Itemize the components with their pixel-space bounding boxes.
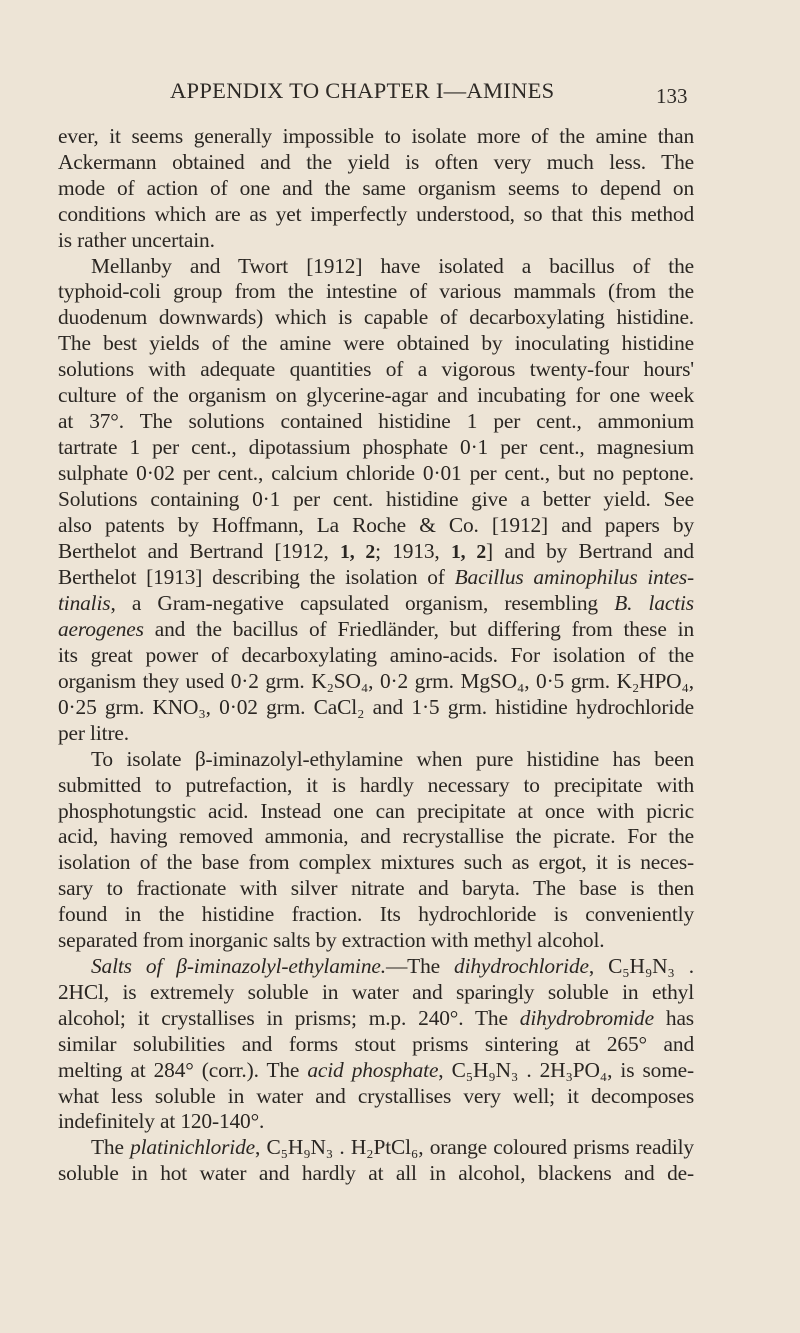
text-line [58, 565, 694, 591]
text-line: 0·25 grm. KNO₃, 0·02 grm. CaCl₂ and 1·5 grm. histidine hydrochloride [58, 694, 694, 719]
chemical-formula: , C₅H₉N₃ . [588, 954, 694, 978]
text-line [58, 1006, 694, 1032]
text-line: Ackermann obtained and the yield is often very much less. The [58, 149, 694, 174]
text-span: , a Gram-negative capsulated organism, resembling [110, 591, 615, 616]
text-span: ; 1913, [375, 538, 451, 563]
citation-ref: 1, 2 [340, 540, 376, 563]
text-line: Mellanby and Twort [1912] have isolated a bacillus of the [91, 253, 694, 278]
text-line: tartrate 1 per cent., dipotassium phosphate 0·1 per cent., magnesium [58, 434, 694, 459]
text-line: isolation of the base from complex mixtures such as ergot, it is neces- [58, 850, 694, 875]
text-line [58, 1135, 694, 1161]
text-line: found in the histidine fraction. Its hydrochloride is conveniently [58, 902, 694, 927]
text-span: Berthelot [1913] describing the isolation of [58, 565, 455, 590]
text-line: similar solubilities and forms stout prisms sintering at 265° and [58, 1031, 694, 1056]
text-span: alcohol; it crystallises in prisms; m.p. 240°. [58, 1005, 464, 1030]
body-text [58, 124, 694, 1187]
text-line: is rather uncertain. [58, 227, 215, 252]
section-heading: Salts of β-iminazolyl-ethylamine. [91, 954, 386, 978]
text-line: duodenum downwards) which is capable of decarboxylating histidine. [58, 305, 694, 330]
compound-name: dihydrobromide [519, 1005, 654, 1030]
text-line [58, 1058, 694, 1084]
text-span: Berthelot and Bertrand [1912, [58, 538, 341, 563]
chemical-formula: , C₅H₉N₃ . 2H₃PO₄, is some- [438, 1057, 694, 1082]
paragraph-1 [58, 124, 694, 254]
text-line [58, 954, 694, 980]
text-line [58, 617, 694, 643]
text-line: submitted to putrefaction, it is hardly necessary to precipitate with [58, 772, 694, 797]
text-line: To isolate β-iminazolyl-ethylamine when pure histidine has been [91, 746, 694, 771]
text-line: phosphotungstic acid. Instead one can precipitate at once with picric [58, 798, 694, 823]
compound-name: acid phosphate [307, 1057, 439, 1082]
text-line: organism they used 0·2 grm. K₂SO₄, 0·2 grm. MgSO₄, 0·5 grm. K₂HPO₄, [58, 669, 694, 694]
text-line: soluble in hot water and hardly at all in alcohol, blackens and de- [58, 1161, 694, 1186]
paragraph-2 [58, 254, 694, 747]
text-span: ] and by Bertrand and [486, 538, 694, 563]
page-number: 133 [656, 84, 688, 108]
text-line: at 37°. The solutions contained histidine 1 per cent., ammonium [58, 408, 694, 433]
text-line: also patents by Hoffmann, La Roche & Co. [1912] and papers by [58, 512, 694, 537]
paragraph-5 [58, 1135, 694, 1187]
compound-name: dihydrochloride [454, 954, 589, 978]
text-span: The [91, 1135, 131, 1160]
text-span: melting at 284° (corr.). The [58, 1057, 308, 1082]
paragraph-4 [58, 954, 694, 1135]
text-line: mode of action of one and the same organism seems to depend on [58, 175, 694, 200]
text-line: its great power of decarboxylating amino-acids. For isolation of the [58, 643, 694, 668]
compound-name: platinichloride [130, 1135, 255, 1160]
text-span: and the bacillus of Friedländer, but differing from these in [143, 617, 694, 642]
text-line: what less soluble in water and crystallises very well; it decomposes [58, 1083, 694, 1108]
text-line: solutions with adequate quantities of a vigorous twenty-four hours' [58, 357, 694, 382]
text-line: Solutions containing 0·1 per cent. histidine give a better yield. See [58, 486, 694, 511]
running-head [58, 78, 694, 108]
text-line [58, 591, 694, 617]
running-title: APPENDIX TO CHAPTER I—AMINES [170, 78, 555, 103]
species-name: Bacillus aminophilus intes- [454, 565, 694, 590]
chemical-formula: , C₅H₉N₃ . H₂PtCl₆, orange coloured prisms readily [255, 1135, 694, 1160]
species-name: aerogenes [58, 617, 144, 642]
text-line: ever, it seems generally impossible to isolate more of the amine than [58, 124, 694, 148]
text-span: The [463, 1005, 520, 1030]
text-line: separated from inorganic salts by extraction with methyl alcohol. [58, 928, 605, 953]
text-line: indefinitely at 120-140°. [58, 1109, 265, 1134]
citation-ref: 1, 2 [450, 540, 487, 563]
text-line: The best yields of the amine were obtained by inoculating histidine [58, 331, 694, 356]
text-line: acid, having removed ammonia, and recrystallise the picrate. For the [58, 824, 694, 849]
species-name: B. lactis [614, 591, 694, 616]
paragraph-3 [58, 747, 694, 954]
text-span: has [653, 1005, 694, 1030]
text-span: —The [385, 954, 455, 978]
text-line: sary to fractionate with silver nitrate and baryta. The base is then [58, 876, 694, 901]
text-line: conditions which are as yet imperfectly understood, so that this method [58, 201, 694, 226]
text-line: culture of the organism on glycerine-agar and incubating for one week [58, 383, 694, 408]
text-line: typhoid-coli group from the intestine of various mammals (from the [58, 279, 694, 304]
text-line: per litre. [58, 720, 129, 745]
text-line: sulphate 0·02 per cent., calcium chloride 0·01 per cent., but no peptone. [58, 460, 694, 485]
text-line: 2HCl, is extremely soluble in water and sparingly soluble in ethyl [58, 979, 694, 1004]
species-name: tinalis [58, 591, 111, 616]
text-line [58, 539, 694, 566]
